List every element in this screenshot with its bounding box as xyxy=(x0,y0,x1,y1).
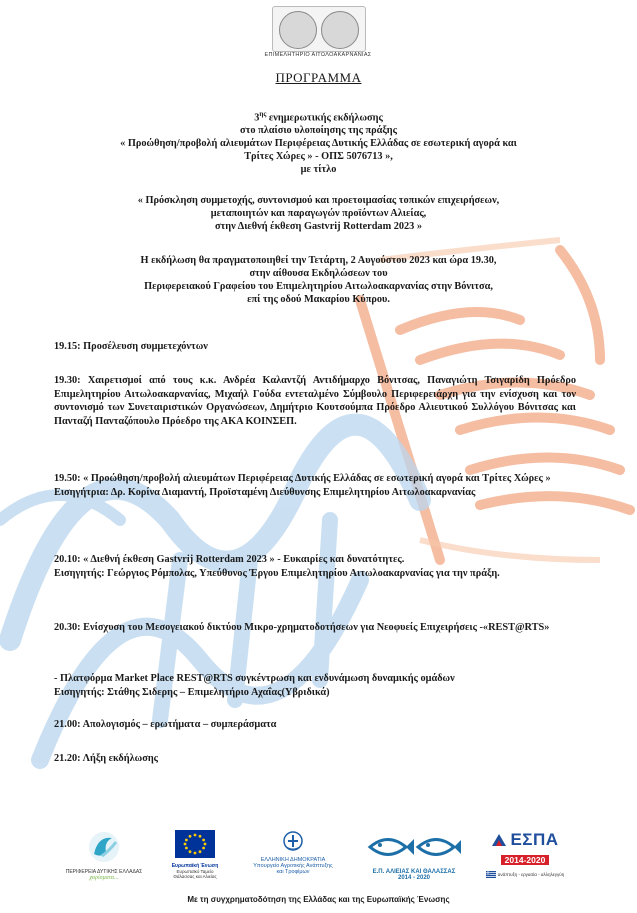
espa-mark-icon xyxy=(491,833,507,847)
event-line-3: στην Διεθνή έκθεση Gastvrij Rotterdam 2023 » xyxy=(214,221,423,232)
eu-flag-logo xyxy=(162,830,228,879)
hellenic-logo-text-2: Υπουργείο Αγροτικής Ανάπτυξης xyxy=(253,863,333,869)
coins-emblem xyxy=(272,6,366,52)
footer-logos xyxy=(58,830,598,890)
eu-logo-text-1: Ευρωπαϊκή Ένωση xyxy=(171,863,219,869)
eu-logo-text-2: Ευρωπαϊκό Ταμείο xyxy=(176,869,214,874)
espa-logo xyxy=(482,830,568,878)
region-swirl-icon xyxy=(84,830,124,864)
program-item-presentation-3: 20.30: Ενίσχυση του Μεσογειακού δικτύου Μικρο-χρηματοδοτήσεων για Νεοφυείς Επιχειρήσεις -«REST@RTS» xyxy=(54,622,550,633)
hellenic-logo-text-3: και Τροφίμων xyxy=(276,869,310,875)
region-western-greece-logo xyxy=(58,830,150,881)
greek-flag-icon xyxy=(486,871,496,878)
region-logo-slogan: χαρίσματα... xyxy=(89,875,119,881)
program-item-conclusions: 21.00: Απολογισμός – ερωτήματα – συμπεράσματα xyxy=(54,719,277,730)
intro-line-2: στο πλαίσιο υλοποίησης της πράξης xyxy=(240,125,397,137)
event-line-1: « Πρόσκληση συμμετοχής, συντονισμού και προετοιμασίας τοπικών επιχειρήσεων, xyxy=(137,195,500,206)
hellenic-republic-logo xyxy=(238,830,348,875)
intro-block xyxy=(40,108,597,176)
venue-line-1: Η εκδήλωση θα πραγματοποιηθεί την Τετάρτη, 2 Αυγούστου 2023 και ώρα 19.30, xyxy=(140,255,497,266)
presentation-4-speaker: Εισηγητής: Στάθης Σιδερης – Επιμελητήριο Αχαΐας(Υβριδικά) xyxy=(54,686,330,698)
presentation-1-title: 19.50: « Προώθηση/προβολή αλιευμάτων Περιφέρειας Δυτικής Ελλάδας σε εσωτερική αγορά και Τρίτες Χώρες » xyxy=(54,473,551,484)
page-title: ΠΡΟΓΡΑΜΜΑ xyxy=(275,70,362,85)
presentation-1-speaker: Εισηγήτρια: Δρ. Κορίνα Διαμαντή, Προϊσταμένη Διεύθυνσης Επιμελητηρίου Αιτωλοακαρνανίας xyxy=(54,486,476,498)
chamber-logo-text: ΕΠΙΜΕΛΗΤΗΡΙΟ ΑΙΤΩΛΟΑΚΑΡΝΑΝΙΑΣ xyxy=(264,52,372,58)
region-logo-text: ΠΕΡΙΦΕΡΕΙΑ ΔΥΤΙΚΗΣ ΕΛΛΑΔΑΣ xyxy=(65,869,143,875)
eu-logo-text-3: Θάλασσας και Αλιείας xyxy=(173,874,217,879)
program-item-closing: 21.20: Λήξη εκδήλωσης xyxy=(54,753,159,764)
event-title-block xyxy=(40,194,597,233)
intro-line-4: Τρίτες Χώρες » - ΟΠΣ 5076713 », xyxy=(244,151,393,163)
program-item-presentation-4 xyxy=(54,672,576,699)
espa-logo-years: 2014-2020 xyxy=(501,855,550,865)
program-item-presentation-1 xyxy=(54,472,576,499)
cofinancing-caption: Με τη συγχρηματοδότηση της Ελλάδας και της Ευρωπαϊκής Ένωσης xyxy=(187,895,450,904)
intro-line-5: με τίτλο xyxy=(300,164,337,176)
intro-line-3: « Προώθηση/προβολή αλιευμάτων Περιφέρειας Δυτικής Ελλάδας σε εσωτερική αγορά και xyxy=(120,138,517,150)
fisheries-op-logo xyxy=(360,830,468,881)
program-item-greetings: 19.30: Χαιρετισμοί από τους κ.κ. Ανδρέα Καλαντζή Αντιδήμαρχο Βόνιτσας, Παναγιώτη Τσιγαρίδη Πρόεδρο Επιμελητηρίου Αιτωλοακαρνανίας, Μιχαήλ Γούδα εντεταλμένο Σύμβουλο Περιφερειάρχη για την ενίσχυση και τον συντονισμό των Συνεταιριστικών Οργανώσεων, Δημήτριο Κουτσούμπα Πρόεδρο Αλιευτικού Συλλόγου Βόνιτσας και Πανταζή Πανταζόπουλο Πρόεδρο της ΑΚΑ ΚΟΙΝΣΕΠ. xyxy=(54,375,576,428)
event-line-2: μεταποιητών και παραγωγών προϊόντων Αλιείας, xyxy=(210,208,427,219)
eu-flag-icon xyxy=(175,830,215,858)
intro-line-1: $3^{\eta\varsigma}$ ενημερωτικής εκδήλωσης xyxy=(254,110,383,124)
espa-logo-slogan: ανάπτυξη - εργασία - αλληλεγγύη xyxy=(497,872,565,877)
fisheries-logo-text-2: 2014 - 2020 xyxy=(397,875,431,881)
presentation-4-title: - Πλατφόρμα Market Place REST@RTS συγκέντρωση και ενδυνάμωση δυναμικής ομάδων xyxy=(54,673,455,684)
program-item-presentation-2 xyxy=(54,553,576,580)
hellenic-logo-text-1: ΕΛΛΗΝΙΚΗ ΔΗΜΟΚΡΑΤΙΑ xyxy=(260,857,326,863)
presentation-2-title: 20.10: « Διεθνή έκθεση Gastvrij Rotterdam 2023 » - Ευκαιρίες και δυνατότητες. xyxy=(54,554,405,565)
presentation-2-speaker: Εισηγητής: Γεώργιος Ρόμπολας, Υπεύθυνος Έργου Επιμελητηρίου Αιτωλοακαρνανίας για την πράξη. xyxy=(54,567,500,579)
fisheries-fish-icon xyxy=(366,830,462,864)
venue-block xyxy=(40,254,597,306)
chamber-logo xyxy=(258,6,378,62)
espa-logo-title: ΕΣΠΑ xyxy=(510,830,559,849)
venue-line-4: επί της οδού Μακαρίου Κύπρου. xyxy=(247,294,390,305)
hellenic-emblem-icon xyxy=(282,830,304,852)
venue-line-3: Περιφερειακού Γραφείου του Επιμελητηρίου Αιτωλοακαρνανίας στην Βόνιτσα, xyxy=(144,281,493,292)
fisheries-logo-text-1: Ε.Π. ΑΛΙΕΙΑΣ ΚΑΙ ΘΑΛΑΣΣΑΣ xyxy=(372,869,456,875)
program-item-arrival: 19.15: Προσέλευση συμμετεχόντων xyxy=(54,341,208,352)
venue-line-2: στην αίθουσα Εκδηλώσεων του xyxy=(249,268,388,279)
